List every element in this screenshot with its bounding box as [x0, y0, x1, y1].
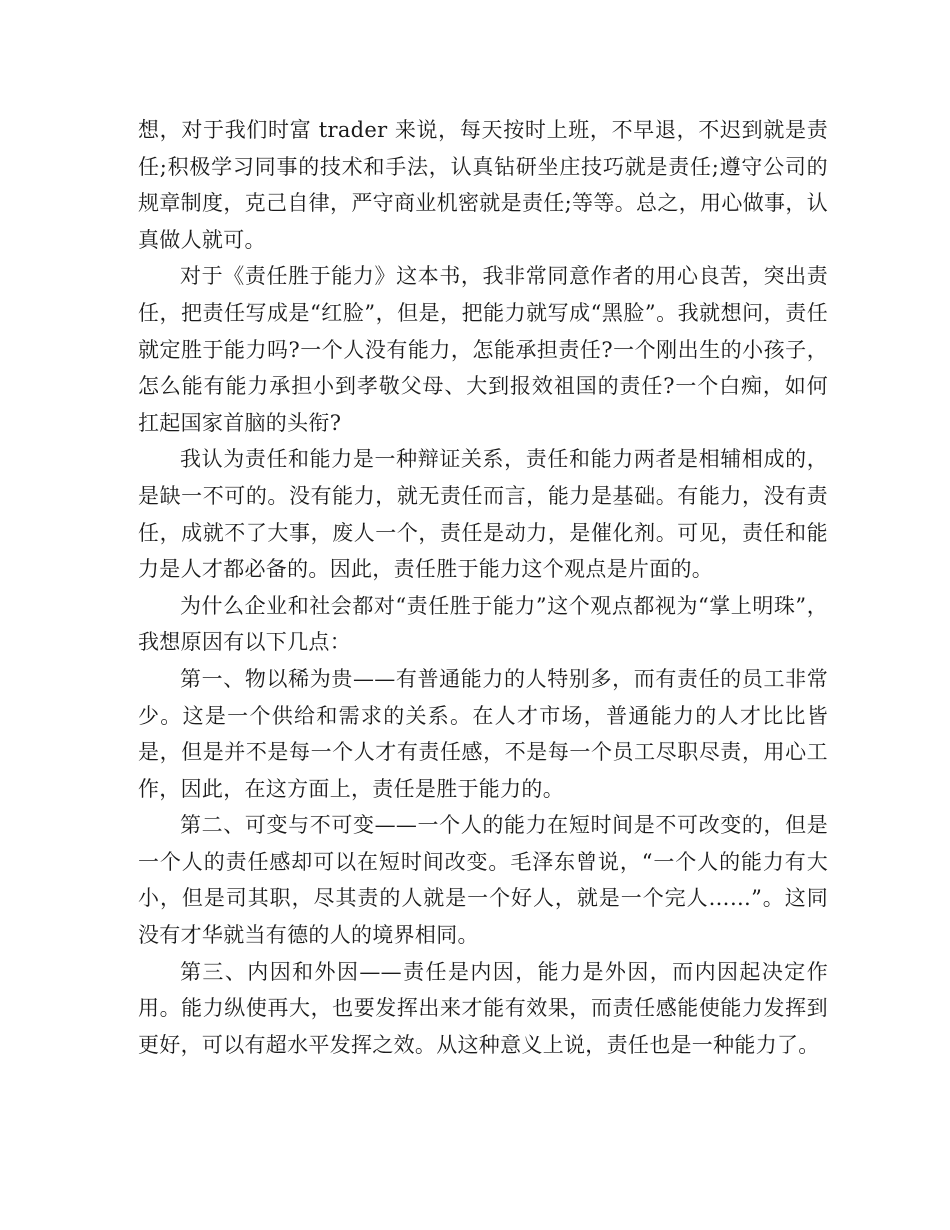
- paragraph: 我认为责任和能力是一种辩证关系，责任和能力两者是相辅相成的，是缺一不可的。没有能力，就无责任而言，能力是基础。有能力，没有责任，成就不了大事，废人一个，责任是动力，是催化剂。可见，责任和能力是人才都必备的。因此，责任胜于能力这个观点是片面的。: [138, 447, 828, 582]
- paragraph: 第三、内因和外因——责任是内因，能力是外因，而内因起决定作用。能力纵使再大，也要发挥出来才能有效果，而责任感能使能力发挥到更好，可以有超水平发挥之效。从这种意义上说，责任也是一种能力了。: [138, 959, 828, 1057]
- paragraph-continued: 想，对于我们时富 trader 来说，每天按时上班，不早退，不迟到就是责任;积极学习同事的技术和手法，认真钻研坐庄技巧就是责任;遵守公司的规章制度，克己自律，严守商业机密就是责任;等等。总之，用心做事，认真做人就可。: [138, 118, 828, 252]
- paragraph: 为什么企业和社会都对“责任胜于能力”这个观点都视为“掌上明珠”，我想原因有以下几点：: [138, 593, 828, 655]
- paragraph: 第一、物以稀为贵——有普通能力的人特别多，而有责任的员工非常少。这是一个供给和需求的关系。在人才市场，普通能力的人才比比皆是，但是并不是每一个人才有责任感，不是每一个员工尽职尽责，用心工作，因此，在这方面上，责任是胜于能力的。: [138, 666, 828, 801]
- document-body: [138, 112, 828, 1063]
- paragraph: 第二、可变与不可变——一个人的能力在短时间是不可改变的，但是一个人的责任感却可以在短时间改变。毛泽东曾说，“一个人的能力有大小，但是司其职，尽其责的人就是一个好人，就是一个完人……”。这同没有才华就当有德的人的境界相同。: [138, 813, 828, 948]
- paragraph: 对于《责任胜于能力》这本书，我非常同意作者的用心良苦，突出责任，把责任写成是“红脸”，但是，把能力就写成“黑脸”。我就想问，责任就定胜于能力吗?一个人没有能力，怎能承担责任?一个刚出生的小孩子，怎么能有能力承担小到孝敬父母、大到报效祖国的责任?一个白痴，如何扛起国家首脑的头衔?: [138, 264, 828, 435]
